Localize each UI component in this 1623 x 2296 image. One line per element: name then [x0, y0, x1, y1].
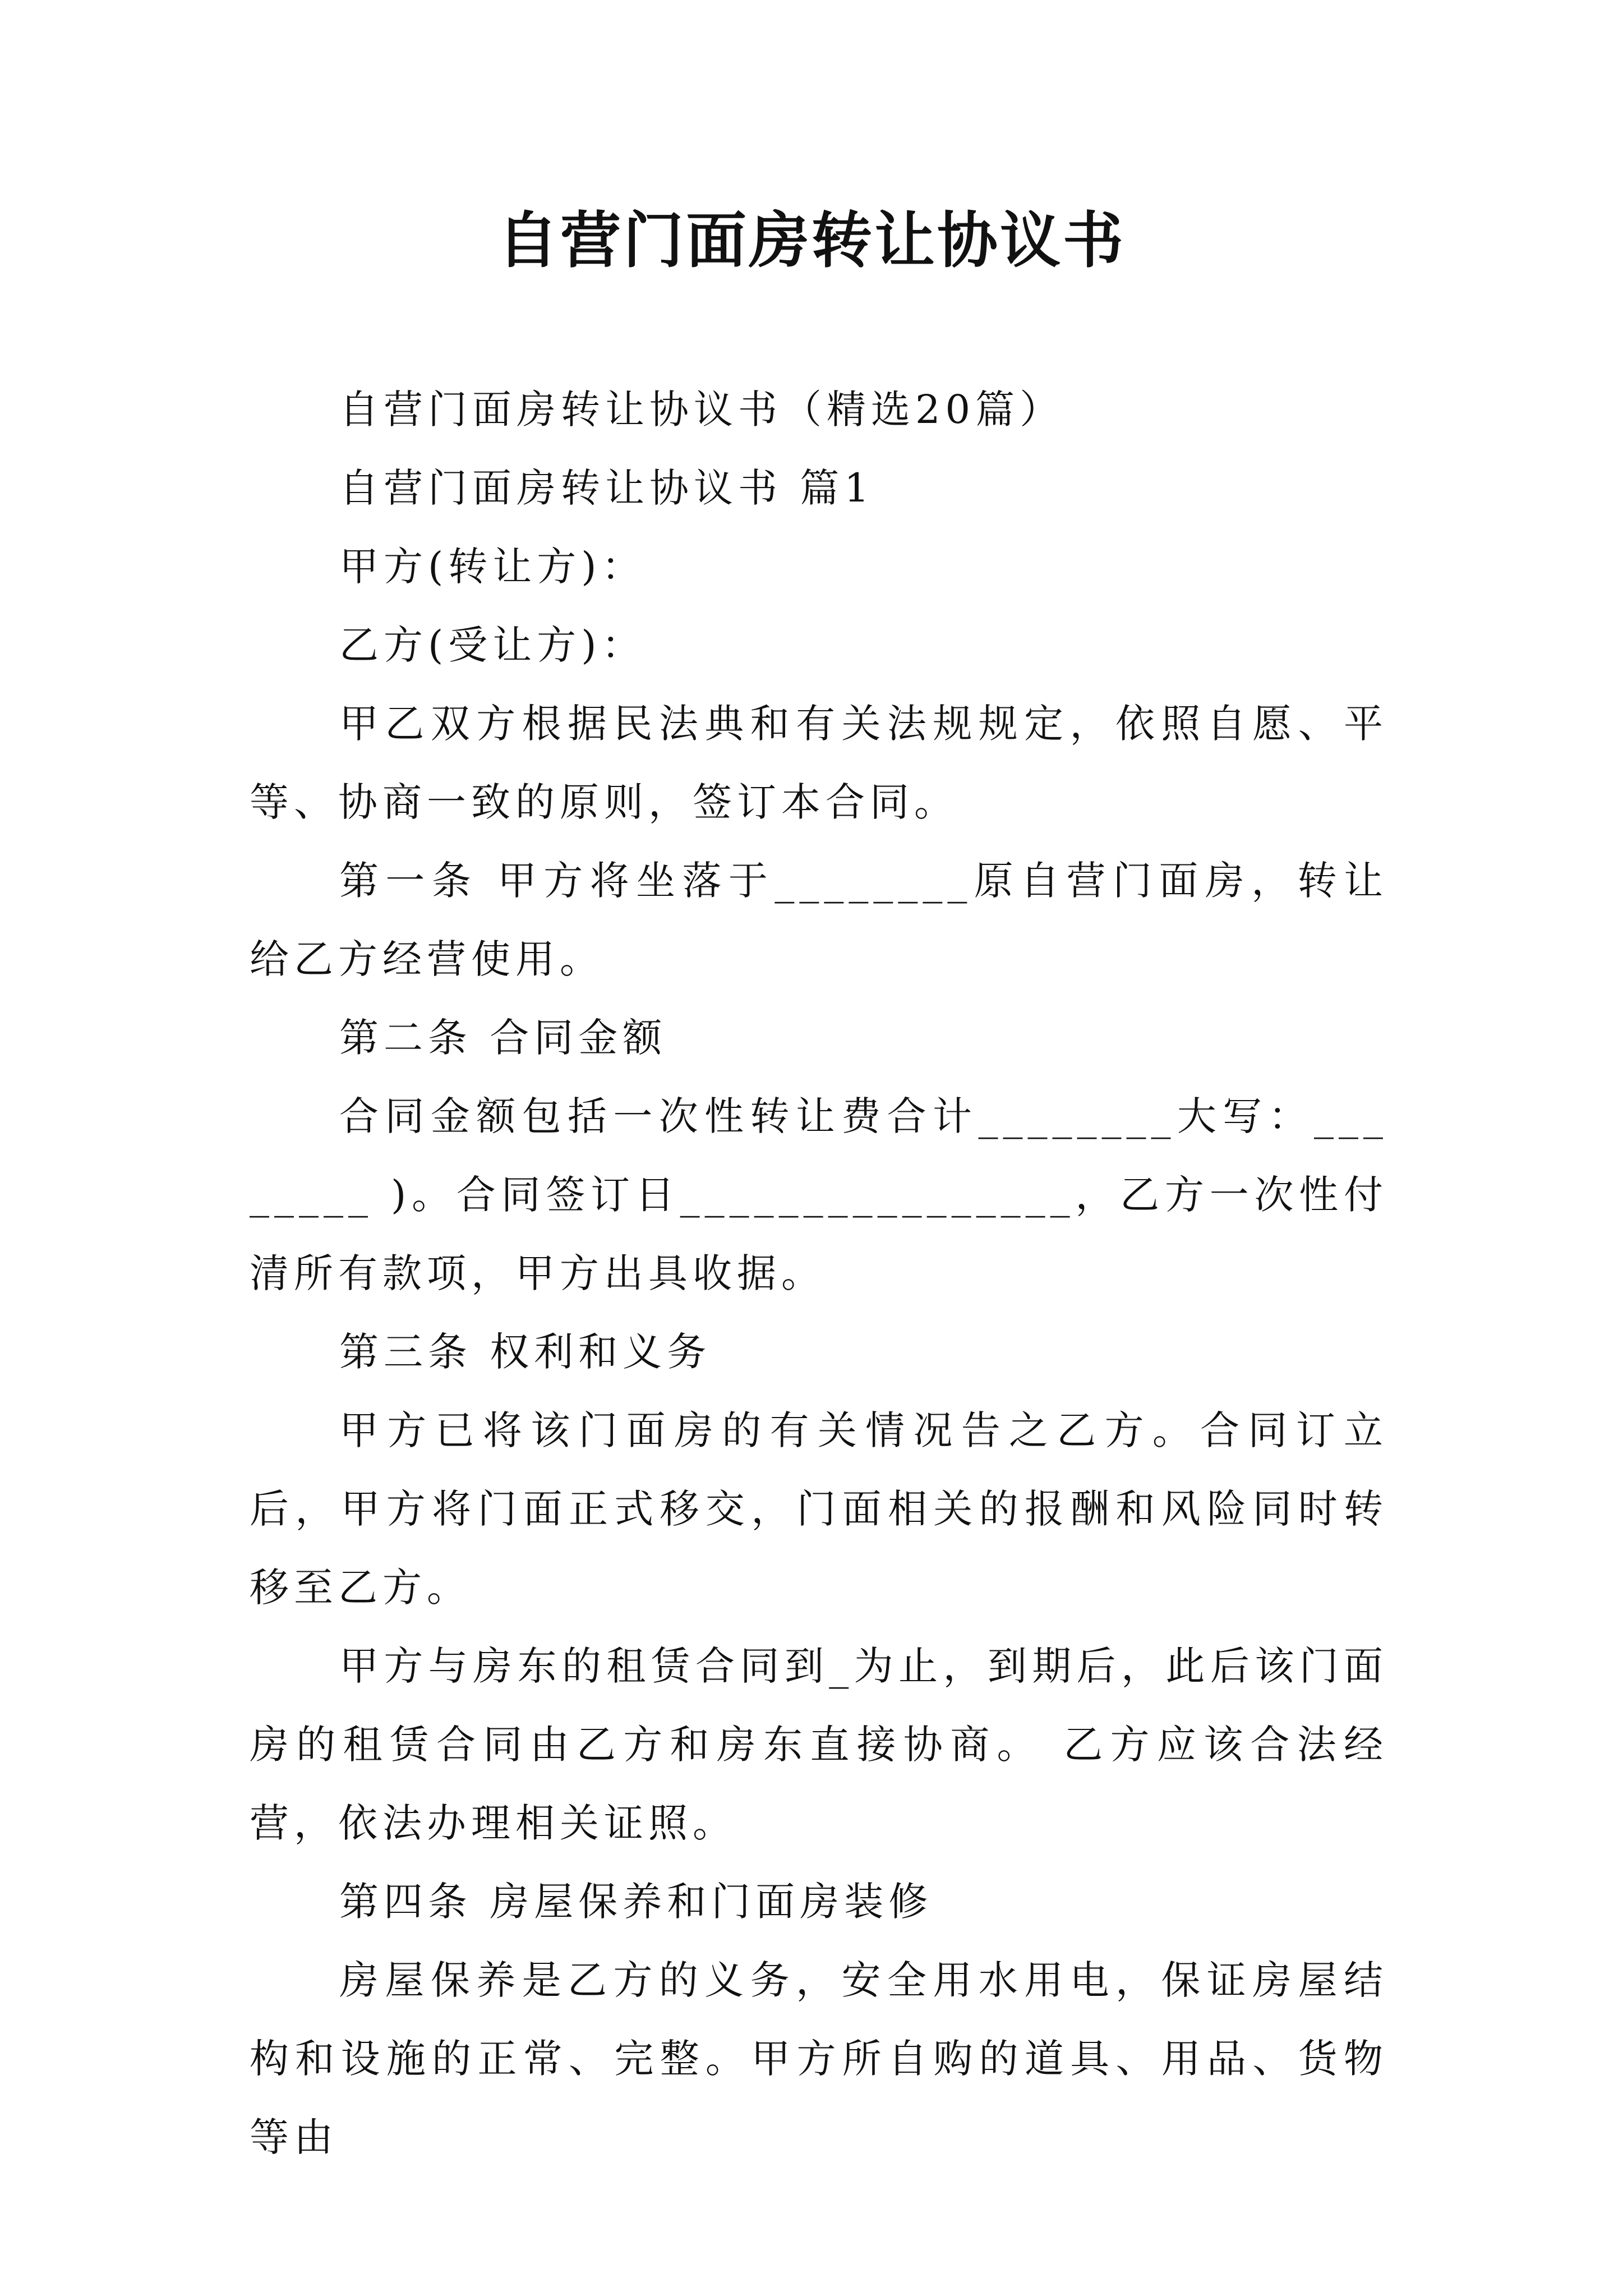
paragraph-clause-3-body-2: 甲方与房东的租赁合同到_为止，到期后，此后该门面房的租赁合同由乙方和房东直接协商。 乙方应该合法经营，依法办理相关证照。 — [250, 1643, 1388, 1846]
document-body — [250, 370, 1388, 2177]
paragraph-clause-4-heading: 第四条 房屋保养和门面房装修 — [339, 1879, 933, 1925]
paragraph-clause-3-heading: 第三条 权利和义务 — [339, 1329, 712, 1375]
paragraph-collection-title: 自营门面房转让协议书（精选20篇） — [339, 386, 1064, 432]
paragraph-party-b: 乙方(受让方)： — [339, 622, 646, 668]
document-title: 自营门面房转让协议书 — [497, 206, 1126, 276]
paragraph-preamble: 甲乙双方根据民法典和有关法规规定，依照自愿、平等、协商一致的原则，签订本合同。 — [250, 701, 1388, 825]
paragraph-clause-4-body: 房屋保养是乙方的义务，安全用水用电，保证房屋结构和设施的正常、完整。甲方所自购的道具、用品、货物等由 — [250, 1957, 1388, 2160]
paragraph-clause-2-heading: 第二条 合同金额 — [339, 1015, 667, 1061]
paragraph-party-a: 甲方(转让方)： — [339, 544, 646, 590]
paragraph-clause-2-body: 合同金额包括一次性转让费合计________大写：________ )。合同签订日________________，乙方一次性付清所有款项，甲方出具收据。 — [250, 1093, 1388, 1296]
paragraph-clause-1: 第一条 甲方将坐落于________原自营门面房，转让给乙方经营使用。 — [250, 858, 1388, 982]
paragraph-article-heading: 自营门面房转让协议书 篇1 — [339, 465, 874, 511]
paragraph-clause-3-body-1: 甲方已将该门面房的有关情况告之乙方。合同订立后，甲方将门面正式移交，门面相关的报酬和风险同时转移至乙方。 — [250, 1407, 1388, 1611]
